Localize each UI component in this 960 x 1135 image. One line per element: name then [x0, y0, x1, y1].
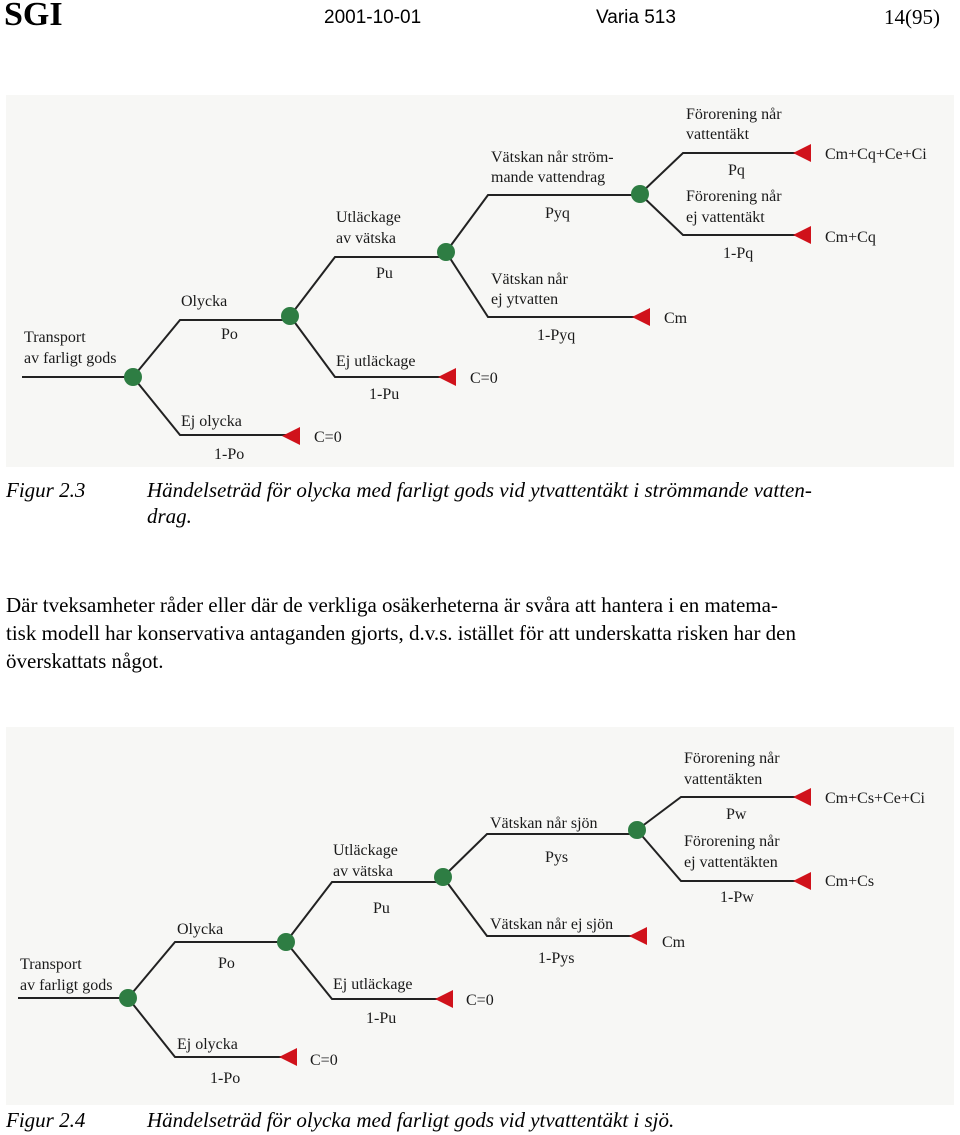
paragraph-line: överskattats något.	[6, 649, 164, 673]
label-no-reach-line2: ej ytvatten	[491, 291, 559, 308]
paragraph-line: tisk modell har konservativa antaganden gjorts, d.v.s. istället för att underskatta risken har den	[6, 621, 797, 645]
label-no-leak: Ej utläckage	[336, 353, 416, 370]
label-prob-1-pq: 1-Pq	[723, 245, 754, 262]
figure-background	[6, 727, 954, 1105]
label-no-pollution-line1: Förorening når	[686, 188, 782, 205]
event-tree-figure-2-4	[0, 727, 960, 1105]
label-root-line2: av farligt gods	[20, 977, 113, 994]
label-prob-1-po: 1-Po	[214, 446, 245, 463]
label-outcome-second: Cm+Cs	[825, 873, 875, 890]
header-date: 2001-10-01	[324, 7, 422, 28]
label-no-reach: Vätskan når ej sjön	[490, 916, 614, 933]
chance-node	[124, 368, 142, 386]
label-leak-line2: av vätska	[336, 230, 396, 247]
label-root-line2: av farligt gods	[24, 350, 117, 367]
label-prob-pyq: Pyq	[545, 205, 570, 222]
label-prob-pq: Pq	[728, 162, 745, 179]
chance-node	[628, 821, 646, 839]
label-leak-line1: Utläckage	[333, 842, 398, 859]
figure-2-4-caption	[6, 1108, 946, 1134]
label-no-reach-line1: Vätskan når	[491, 271, 568, 288]
body-paragraph	[6, 591, 936, 675]
label-outcome-c0: C=0	[466, 992, 494, 1009]
label-outcome-top: Cm+Cs+Ce+Ci	[825, 790, 925, 807]
label-prob-pu: Pu	[373, 900, 390, 917]
label-leak-line2: av vätska	[333, 863, 393, 880]
label-accident: Olycka	[177, 921, 224, 938]
label-no-leak: Ej utläckage	[333, 976, 413, 993]
label-prob-1-po: 1-Po	[210, 1070, 241, 1087]
page-header	[0, 0, 960, 40]
chance-node	[281, 307, 299, 325]
label-outcome-c0: C=0	[310, 1052, 338, 1069]
event-tree-figure-2-3	[0, 95, 960, 467]
chance-node	[277, 933, 295, 951]
label-pollution-line1: Förorening når	[686, 106, 782, 123]
label-root-line1: Transport	[24, 329, 86, 346]
label-no-pollution-line2: ej vattentäkten	[684, 854, 778, 871]
label-prob-1-pu: 1-Pu	[369, 386, 400, 403]
label-root-line1: Transport	[20, 956, 82, 973]
header-page-number: 14(95)	[884, 5, 940, 29]
label-pollution-line1: Förorening når	[684, 750, 780, 767]
caption-text-line1: Händelseträd för olycka med farligt gods vid ytvattentäkt i sjö.	[147, 1108, 675, 1132]
label-reach: Vätskan når sjön	[490, 815, 598, 832]
label-prob-pw: Pw	[726, 806, 747, 823]
caption-label: Figur 2.4	[6, 1108, 86, 1132]
header-series: Varia 513	[596, 7, 676, 28]
label-reach-line2: mande vattendrag	[491, 169, 606, 186]
label-outcome-c0: C=0	[470, 370, 498, 387]
figure-2-3-caption	[6, 478, 946, 530]
label-no-pollution-line1: Förorening når	[684, 833, 780, 850]
label-prob-1-pw: 1-Pw	[720, 889, 754, 906]
label-prob-po: Po	[218, 955, 235, 972]
label-no-pollution-line2: ej vattentäkt	[686, 209, 765, 226]
label-leak-line1: Utläckage	[336, 209, 401, 226]
label-prob-1-pys: 1-Pys	[538, 950, 575, 967]
label-no-accident: Ej olycka	[177, 1036, 238, 1053]
label-pollution-line2: vattentäkten	[684, 771, 763, 788]
label-prob-1-pu: 1-Pu	[366, 1010, 397, 1027]
label-prob-pu: Pu	[376, 265, 393, 282]
caption-text-line1: Händelseträd för olycka med farligt gods vid ytvattentäkt i strömmande vatten-	[147, 478, 812, 502]
label-accident: Olycka	[181, 293, 228, 310]
label-outcome-c0: C=0	[314, 429, 342, 446]
label-outcome-top: Cm+Cq+Ce+Ci	[825, 146, 927, 163]
label-outcome-cm: Cm	[662, 934, 686, 951]
chance-node	[437, 243, 455, 261]
label-outcome-second: Cm+Cq	[825, 229, 876, 246]
label-no-accident: Ej olycka	[181, 413, 242, 430]
caption-label: Figur 2.3	[6, 478, 86, 502]
label-pollution-line2: vattentäkt	[686, 126, 750, 143]
caption-text-line2: drag.	[147, 504, 192, 528]
label-reach-line1: Vätskan når ström-	[491, 149, 614, 166]
label-prob-po: Po	[221, 326, 238, 343]
sgi-logo: SGI	[4, 0, 63, 33]
label-outcome-cm: Cm	[664, 310, 688, 327]
label-prob-1-pyq: 1-Pyq	[537, 327, 576, 344]
chance-node	[434, 868, 452, 886]
label-prob-pys: Pys	[545, 849, 569, 866]
chance-node	[119, 989, 137, 1007]
chance-node	[631, 185, 649, 203]
paragraph-line: Där tveksamheter råder eller där de verkliga osäkerheterna är svåra att hantera i en matema-	[6, 593, 778, 617]
figure-background	[6, 95, 954, 467]
